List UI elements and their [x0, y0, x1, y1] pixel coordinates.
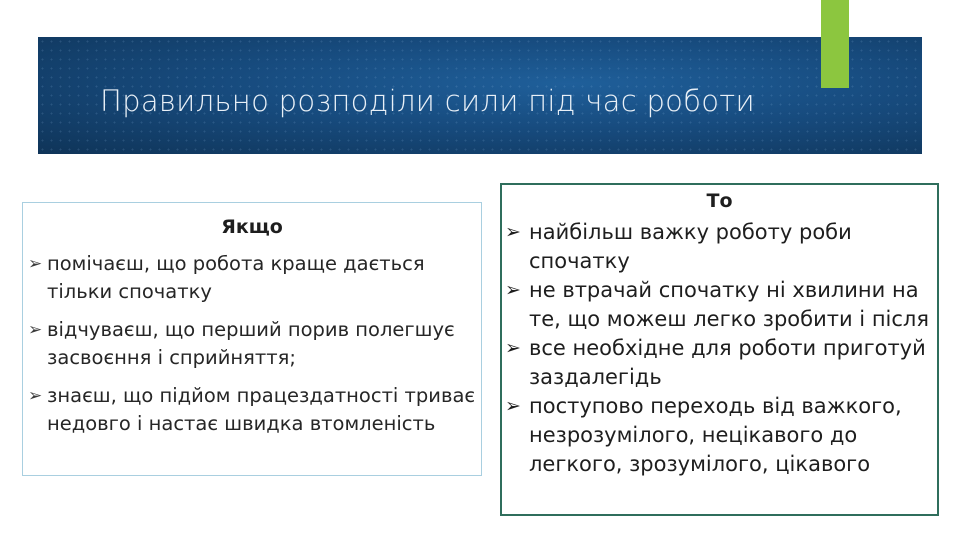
arrow-bullet-icon: ➢	[505, 395, 521, 417]
list-item	[505, 276, 935, 334]
advice-heading: То	[706, 190, 733, 212]
arrow-bullet-icon: ➢	[28, 254, 43, 274]
arrow-bullet-icon: ➢	[505, 337, 521, 359]
slide-title: Правильно розподіли сили під час роботи	[100, 84, 755, 118]
list-item	[28, 250, 488, 306]
advice-list	[505, 218, 935, 479]
condition-heading: Якщо	[221, 216, 283, 238]
list-item-text: поступово переходь від важкого, незрозумілого, нецікавого до легкого, зрозумілого, цікавого	[529, 394, 902, 476]
list-item	[505, 334, 935, 392]
list-item-text: знаєш, що підйом працездатності триває недовго і настає швидка втомленість	[47, 384, 476, 435]
arrow-bullet-icon: ➢	[505, 221, 521, 243]
arrow-bullet-icon: ➢	[505, 279, 521, 301]
list-item	[505, 218, 935, 276]
list-item	[28, 316, 488, 372]
arrow-bullet-icon: ➢	[28, 386, 43, 406]
arrow-bullet-icon: ➢	[28, 320, 43, 340]
list-item-text: помічаєш, що робота краще дається тільки спочатку	[47, 252, 425, 303]
list-item	[505, 392, 935, 479]
accent-bar	[821, 0, 849, 88]
list-item	[28, 382, 488, 438]
list-item-text: відчуваєш, що перший порив полегшує засвоєння і сприйняття;	[47, 318, 455, 369]
list-item-text: все необхідне для роботи приготуй заздалегідь	[529, 336, 926, 389]
list-item-text: найбільш важку роботу роби спочатку	[529, 220, 852, 273]
list-item-text: не втрачай спочатку ні хвилини на те, що можеш легко зробити і після	[529, 278, 929, 331]
condition-list	[28, 250, 488, 444]
